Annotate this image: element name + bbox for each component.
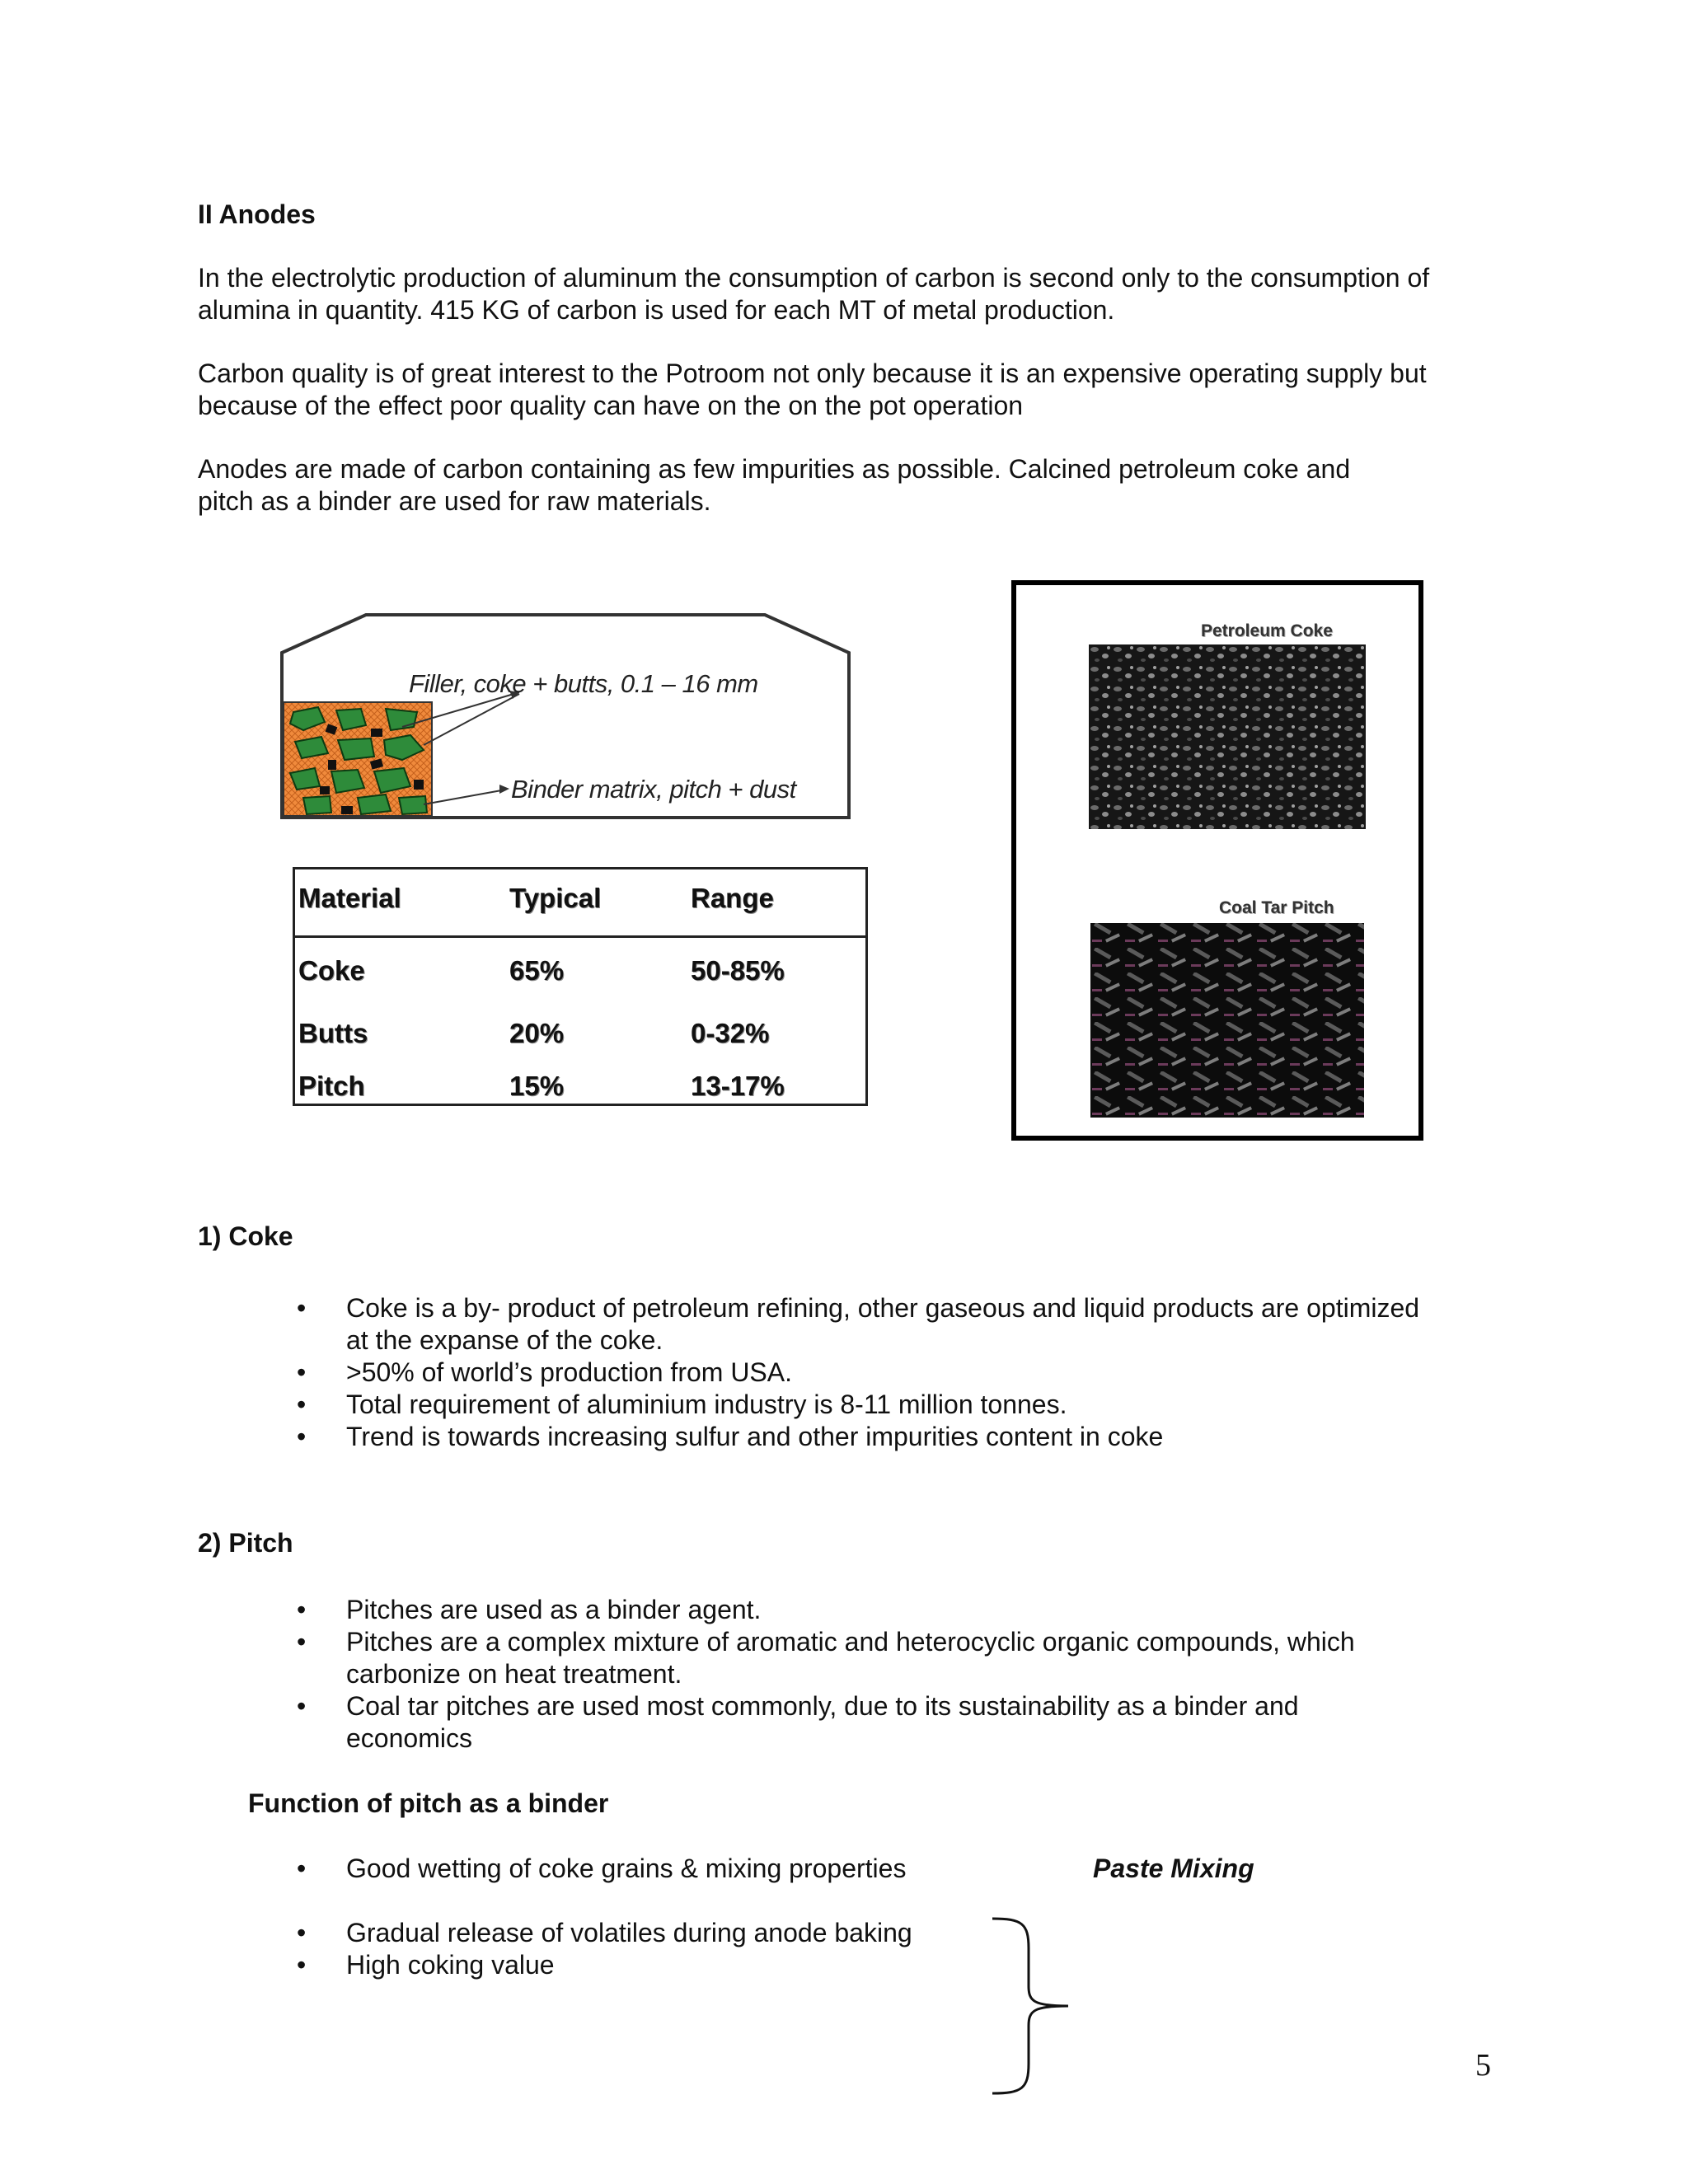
list-item	[297, 1690, 1500, 1755]
table-cell-range: 0-32%	[691, 1018, 770, 1048]
filler-label: Filler, coke + butts, 0.1 – 16 mm	[409, 669, 758, 698]
list-item	[297, 1594, 1500, 1626]
coke-heading: 1) Coke	[198, 1221, 293, 1251]
material-table	[293, 867, 868, 1106]
bullet-symbol: •	[297, 1918, 307, 1947]
bullet-line: Gradual release of volatiles during anode baking	[346, 1918, 912, 1947]
coke-bullet-list	[297, 1292, 1500, 1453]
bullet-symbol: •	[297, 1293, 307, 1323]
bullet-line: at the expanse of the coke.	[346, 1325, 663, 1355]
bullet-symbol: •	[297, 1627, 307, 1657]
table-header-range: Range	[691, 883, 774, 913]
pitch-heading: 2) Pitch	[198, 1528, 293, 1558]
bullet-symbol: •	[297, 1357, 307, 1387]
table-cell-typical: 20%	[509, 1018, 565, 1048]
paragraph-3	[198, 453, 1350, 518]
coal-tar-pitch-photo	[1090, 923, 1364, 1118]
bullet-line: Total requirement of aluminium industry is 8-11 million tonnes.	[346, 1390, 1067, 1419]
section-title: II Anodes	[198, 199, 316, 229]
table-cell-material: Coke	[298, 955, 365, 986]
function-bullet-list-2	[297, 1917, 1006, 1981]
table-cell-typical: 65%	[509, 955, 565, 986]
bullet-line: economics	[346, 1723, 472, 1753]
bullet-line: Coal tar pitches are used most commonly, due to its sustainability as a binder and	[346, 1691, 1299, 1721]
paste-mixing-label: Paste Mixing	[1093, 1854, 1254, 1883]
page-number: 5	[1475, 2048, 1491, 2083]
table-cell-range: 50-85%	[691, 955, 785, 986]
petroleum-coke-photo	[1089, 644, 1366, 829]
list-item	[297, 1389, 1500, 1421]
table-header-typical: Typical	[509, 883, 602, 913]
coal-tar-pitch-caption: Coal Tar Pitch	[1219, 898, 1334, 917]
bullet-symbol: •	[297, 1950, 307, 1980]
list-item	[297, 1292, 1500, 1357]
bullet-line: Good wetting of coke grains & mixing properties	[346, 1854, 907, 1883]
list-item	[297, 1626, 1500, 1690]
bullet-symbol: •	[297, 1854, 307, 1883]
bullet-line: High coking value	[346, 1950, 555, 1980]
paragraph-line: pitch as a binder are used for raw materials.	[198, 486, 711, 516]
bullet-line: Pitches are used as a binder agent.	[346, 1595, 762, 1624]
paragraph-line: Anodes are made of carbon containing as few impurities as possible. Calcined petroleum coke and	[198, 454, 1351, 484]
list-item	[297, 1853, 1006, 1885]
bullet-line: Trend is towards increasing sulfur and other impurities content in coke	[346, 1422, 1164, 1451]
list-item	[297, 1949, 1006, 1981]
function-bullet-list-1	[297, 1853, 1006, 1885]
paragraph-line: Carbon quality is of great interest to the Potroom not only because it is an expensive operating supply but	[198, 359, 1427, 388]
petroleum-coke-caption: Petroleum Coke	[1201, 621, 1333, 640]
binder-label: Binder matrix, pitch + dust	[511, 775, 796, 804]
curly-brace-icon	[989, 1915, 1076, 2097]
paragraph-line: alumina in quantity. 415 KG of carbon is used for each MT of metal production.	[198, 295, 1115, 325]
bullet-symbol: •	[297, 1390, 307, 1419]
paragraph-1	[198, 262, 1429, 326]
bullet-line: carbonize on heat treatment.	[346, 1659, 682, 1689]
paragraph-line: because of the effect poor quality can have on the on the pot operation	[198, 391, 1024, 420]
table-cell-typical: 15%	[509, 1071, 565, 1101]
table-cell-material: Butts	[298, 1018, 368, 1048]
bullet-line: >50% of world’s production from USA.	[346, 1357, 792, 1387]
bullet-symbol: •	[297, 1422, 307, 1451]
paragraph-line: In the electrolytic production of aluminum the consumption of carbon is second only to the consumption of	[198, 263, 1430, 293]
table-header-material: Material	[298, 883, 401, 913]
paragraph-2	[198, 358, 1427, 422]
raw-material-photo-frame	[1011, 580, 1423, 1141]
pitch-bullet-list	[297, 1594, 1500, 1755]
bullet-line: Pitches are a complex mixture of aromatic and heterocyclic organic compounds, which	[346, 1627, 1355, 1657]
table-header-divider	[295, 935, 865, 938]
table-cell-range: 13-17%	[691, 1071, 785, 1101]
bullet-symbol: •	[297, 1595, 307, 1624]
list-item	[297, 1917, 1006, 1949]
function-heading: Function of pitch as a binder	[248, 1788, 609, 1818]
table-cell-material: Pitch	[298, 1071, 365, 1101]
bullet-line: Coke is a by- product of petroleum refining, other gaseous and liquid products are optimized	[346, 1293, 1420, 1323]
bullet-symbol: •	[297, 1691, 307, 1721]
list-item	[297, 1357, 1500, 1389]
list-item	[297, 1421, 1500, 1453]
